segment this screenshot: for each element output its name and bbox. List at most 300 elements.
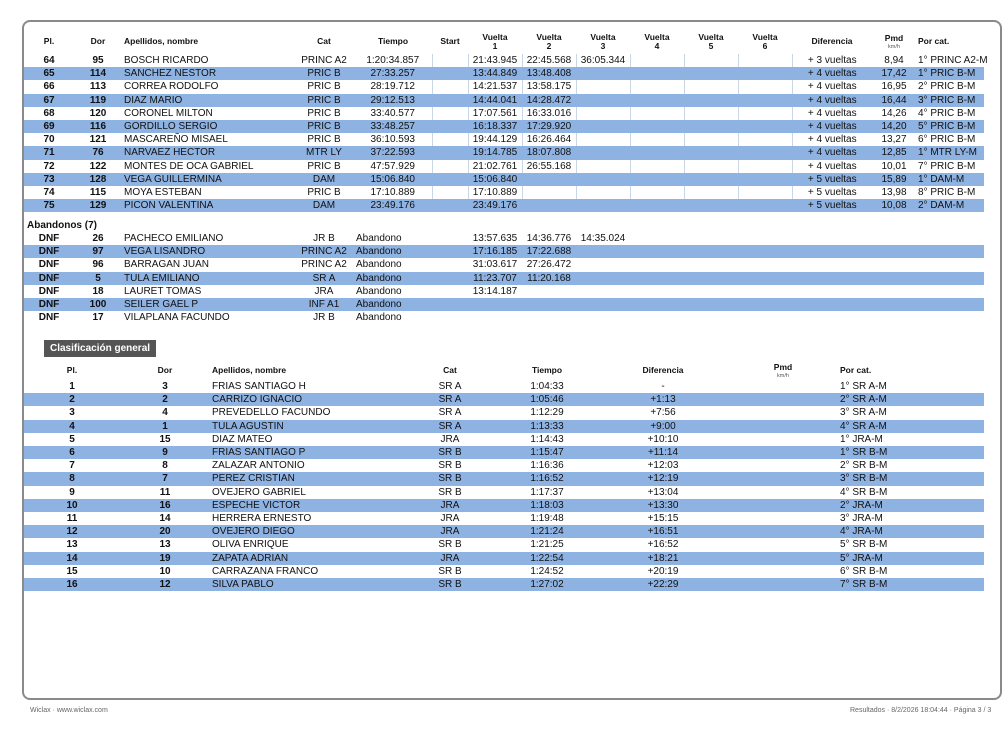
cell-vuelta-5 [684,160,738,173]
col-tiempo: Tiempo [377,36,409,47]
table-row [24,232,984,245]
cell-vuelta-3 [576,107,630,120]
cell-nombre: BOSCH RICARDO [124,55,209,66]
cell-nombre: ZALAZAR ANTONIO [212,460,305,472]
cell-vuelta-6 [738,146,792,159]
cell-pl: 3 [69,407,75,419]
general-classification-badge: Clasificación general [44,340,156,357]
cell-dor: 2 [120,393,210,406]
table-row [24,446,984,459]
cell-pmd: 15,89 [872,173,916,186]
cell-dor: 122 [89,160,107,172]
vuelta-number: 4 [654,41,660,51]
cell-vuelta-4 [630,120,684,133]
table-row [24,499,984,512]
cell-nombre: TULA AGUSTIN [210,420,404,433]
results-header-row [24,30,984,54]
cell-nombre: MOYA ESTEBAN [124,187,202,199]
col-vuelta-1 [468,30,522,54]
cell-start [432,146,468,159]
cell-diferencia: +20:19 [647,565,679,577]
cell-tiempo: 1:12:29 [530,407,564,419]
pmd-label: Pmd [884,33,904,44]
cell-porcat: 3° PRIC B-M [916,94,984,107]
cell-vuelta-2 [522,285,576,298]
col-vuelta-2 [522,30,576,54]
cell-nombre: CORREA RODOLFO [124,81,219,93]
cell-tiempo: Abandono [354,272,432,285]
col-tiempo: Tiempo [531,365,563,376]
cell-vuelta-2: 11:20.168 [522,272,576,285]
cell-cat: PRIC B [307,107,341,119]
cell-diferencia: +13:30 [598,499,728,512]
table-row [24,54,984,67]
cell-start [432,258,468,271]
cell-vuelta-1: 14:44.041 [468,94,522,107]
cell-dor: 4 [162,407,168,419]
cell-tiempo: 23:49.176 [354,199,432,212]
table-row [24,80,984,93]
cell-vuelta-1: 13:57.635 [472,233,518,244]
cell-pmd: 10,08 [872,199,916,212]
cell-pmd: 13,98 [881,187,907,199]
table-row [24,380,984,393]
cell-nombre: DIAZ MATEO [212,433,273,445]
cell-cat: JRA [404,499,496,512]
cell-pl: 64 [43,55,55,66]
cell-vuelta-1: 15:06.840 [468,173,522,186]
cell-cat: SR B [404,472,496,485]
cell-nombre: LAURET TOMAS [124,285,202,297]
cell-vuelta-5 [684,146,738,159]
cell-tiempo: Abandono [356,233,402,244]
cell-diferencia: + 4 vueltas [792,120,872,133]
cell-cat: SR A [294,272,354,285]
cell-start [432,245,468,258]
cell-tiempo: 1:27:02 [496,578,598,591]
cell-pl: 71 [24,146,74,159]
cell-pmd [728,565,838,578]
cell-dor: 129 [74,199,122,212]
cell-pmd [728,459,838,472]
cell-tiempo: Abandono [354,245,432,258]
cell-vuelta-2: 18:07.808 [522,146,576,159]
table-row [24,406,984,419]
cell-dor: 20 [120,525,210,538]
cell-diferencia: +1:13 [598,393,728,406]
cell-vuelta-4 [630,94,684,107]
cell-porcat: 4° JRA-M [838,525,984,538]
cell-tiempo: 36:10.593 [370,134,415,146]
cell-vuelta-4 [630,146,684,159]
cell-diferencia: +12:03 [647,460,679,472]
col-start: Start [440,36,460,47]
cell-nombre: VILAPLANA FACUNDO [124,312,230,324]
table-row [24,552,984,565]
cell-porcat: 1° PRINC A2-M [918,55,988,66]
pmd-unit: km/h [777,372,789,379]
cell-cat: PRIC B [307,160,341,172]
cell-cat: SR A [404,420,496,433]
table-row [24,67,984,80]
cell-porcat: 2° SR A-M [838,393,984,406]
cell-vuelta-1: 13:44.849 [468,67,522,80]
cell-vuelta-2: 14:28.472 [522,94,576,107]
cell-vuelta-2: 16:26.464 [522,133,576,146]
cell-vuelta-4 [630,80,684,93]
cell-vuelta-2: 16:33.016 [522,107,576,120]
cell-pmd: 17,42 [872,67,916,80]
cell-vuelta-4 [630,186,684,199]
col-vuelta-5 [684,30,738,54]
cell-vuelta-2 [522,173,576,186]
cell-cat: DAM [294,173,354,186]
cell-vuelta-3 [576,80,630,93]
cell-pl: 13 [66,539,78,551]
cell-dor: 5 [74,272,122,285]
cell-start [432,80,468,93]
col-dor: Dor [157,365,173,376]
cell-vuelta-5 [684,80,738,93]
cell-vuelta-6 [738,67,792,80]
cell-vuelta-4 [630,199,684,212]
cell-vuelta-3 [576,94,630,107]
cell-pl: 7 [69,460,75,472]
col-pmd [728,362,838,380]
cell-nombre: VEGA GUILLERMINA [122,173,294,186]
cell-pl: 15 [66,565,78,577]
cell-diferencia: + 4 vueltas [792,107,872,120]
cell-start [432,120,468,133]
cell-dor: 113 [89,81,107,93]
cell-pl: DNF [38,285,60,297]
cell-dor: 11 [159,486,171,498]
cell-tiempo: 1:16:36 [530,460,564,472]
cell-filler [630,245,984,258]
cell-cat: SR B [404,446,496,459]
cell-vuelta-5 [684,173,738,186]
cell-porcat: 2° SR B-M [840,460,888,472]
cell-dor: 116 [74,120,122,133]
cell-vuelta-5 [684,94,738,107]
table-row [24,94,984,107]
cell-cat: JR B [313,233,335,244]
footer-brand: Wiclax · www.wiclax.com [30,707,108,714]
cell-nombre: MONTES DE OCA GABRIEL [124,160,254,172]
cell-diferencia: +18:21 [598,552,728,565]
cell-pl: 16 [24,578,120,591]
cell-dor: 1 [120,420,210,433]
cell-vuelta-3 [576,298,630,311]
cell-vuelta-5 [684,133,738,146]
cell-tiempo: 1:18:03 [496,499,598,512]
cell-pmd: 10,01 [881,160,907,172]
footer-timestamp: Resultados · 8/2/2026 18:04:44 · Página 3 / 3 [850,707,992,714]
cell-pl: DNF [38,312,60,324]
cell-vuelta-3 [576,146,630,159]
cell-pmd [728,578,838,591]
cell-pl: DNF [24,298,74,311]
table-row [24,272,984,285]
cell-vuelta-4 [630,133,684,146]
cell-start [432,133,468,146]
cell-vuelta-2: 27:26.472 [526,259,572,271]
cell-vuelta-1: 21:02.761 [468,160,522,173]
general-table [24,362,984,591]
cell-vuelta-3 [576,173,630,186]
cell-pmd: 16,44 [872,94,916,107]
cell-porcat: 1° SR B-M [838,446,984,459]
cell-nombre: CARRAZANA FRANCO [212,565,319,577]
cell-pl: 4 [24,420,120,433]
cell-start [432,298,468,311]
cell-tiempo: Abandono [356,285,402,297]
cell-nombre: GORDILLO SERGIO [122,120,294,133]
vuelta-number: 5 [708,41,714,51]
cell-porcat: 1° JRA-M [840,433,883,445]
cell-vuelta-3: 36:05.344 [576,54,630,67]
cell-nombre: BARRAGAN JUAN [124,259,210,271]
cell-cat: SR A [404,393,496,406]
cell-vuelta-3 [576,199,630,212]
cell-nombre: NARVAEZ HECTOR [122,146,294,159]
cell-vuelta-1: 31:03.617 [472,259,518,271]
cell-vuelta-1: 19:44.129 [468,133,522,146]
cell-diferencia: +12:19 [598,472,728,485]
cell-vuelta-5 [684,186,738,199]
cell-vuelta-2: 13:48.408 [522,67,576,80]
cell-vuelta-1: 17:10.889 [468,186,522,199]
cell-diferencia: + 5 vueltas [792,186,872,199]
table-row [24,525,984,538]
col-nombre: Apellidos, nombre [212,365,287,376]
vuelta-word: Vuelta [644,31,670,42]
cell-vuelta-2: 13:58.175 [522,80,576,93]
cell-vuelta-6 [738,173,792,186]
cell-cat: PRIC B [307,134,341,146]
cell-tiempo: 1:14:43 [530,433,564,445]
table-row [24,512,984,525]
cell-vuelta-3 [576,272,630,285]
cell-vuelta-5 [684,107,738,120]
cell-vuelta-1 [468,298,522,311]
cell-diferencia: + 4 vueltas [792,80,872,93]
cell-pl: 10 [24,499,120,512]
cell-dor: 114 [74,67,122,80]
cell-start [432,94,468,107]
cell-vuelta-5 [684,54,738,67]
cell-diferencia: + 3 vueltas [792,54,872,67]
table-row [24,160,984,173]
cell-vuelta-2: 17:29.920 [522,120,576,133]
cell-diferencia: +22:29 [598,578,728,591]
cell-diferencia: +11:14 [598,446,728,459]
cell-porcat: 4° PRIC B-M [918,107,976,119]
cell-vuelta-1: 17:16.185 [468,245,522,258]
cell-diferencia: + 4 vueltas [792,160,872,173]
table-row [24,472,984,485]
cell-diferencia: +9:00 [598,420,728,433]
col-cat: Cat [443,365,457,376]
cell-tiempo: 1:04:33 [530,381,564,392]
cell-porcat: 1° PRIC B-M [916,67,984,80]
table-row [24,173,984,186]
cell-nombre: TULA EMILIANO [122,272,294,285]
col-diferencia: Diferencia [642,365,684,376]
col-vuelta-4 [630,30,684,54]
col-diferencia: Diferencia [811,36,853,47]
cell-pl: 2 [24,393,120,406]
cell-start [432,173,468,186]
cell-porcat: 4° SR B-M [840,486,888,498]
table-row [24,311,984,324]
cell-dor: 120 [89,107,107,119]
table-row [24,459,984,472]
table-row [24,285,984,298]
results-body [24,54,988,212]
table-row [24,133,984,146]
cell-vuelta-4 [630,67,684,80]
abandonos-table [24,232,984,324]
cell-nombre: ESPECHE VICTOR [210,499,404,512]
col-cat: Cat [317,36,331,47]
cell-nombre: VEGA LISANDRO [122,245,294,258]
cell-nombre: PEREZ CRISTIAN [210,472,404,485]
cell-cat: DAM [294,199,354,212]
cell-vuelta-1: 23:49.176 [468,199,522,212]
cell-diferencia: - [661,381,665,392]
cell-vuelta-5 [684,120,738,133]
cell-vuelta-6 [738,80,792,93]
cell-pmd [728,499,838,512]
cell-tiempo: 47:57.929 [370,160,415,172]
cell-nombre: PACHECO EMILIANO [124,233,224,244]
col-porcat: Por cat. [840,365,872,376]
table-row [24,538,984,551]
table-row [24,245,984,258]
cell-cat: SR A [438,407,462,419]
vuelta-number: 2 [546,41,552,51]
cell-vuelta-6 [738,160,792,173]
cell-dor: 9 [120,446,210,459]
results-table [24,30,988,212]
cell-filler [630,311,984,324]
cell-pmd: 14,26 [881,107,907,119]
cell-tiempo: 1:13:33 [496,420,598,433]
cell-start [432,160,468,173]
cell-porcat: 5° JRA-M [838,552,984,565]
cell-vuelta-1: 13:14.187 [472,285,518,297]
cell-pmd [728,552,838,565]
vuelta-word: Vuelta [482,31,508,42]
cell-vuelta-2: 17:22.688 [522,245,576,258]
cell-porcat: 7° SR B-M [838,578,984,591]
cell-filler [630,298,984,311]
cell-dor: 13 [159,539,171,551]
cell-dor: 128 [74,173,122,186]
cell-nombre: ZAPATA ADRIAN [210,552,404,565]
cell-start [432,311,468,324]
cell-cat: PRINC A2 [294,245,354,258]
cell-pmd: 13,27 [881,134,907,146]
col-vuelta-3 [576,30,630,54]
cell-pl: 68 [43,107,55,119]
cell-vuelta-3 [576,133,630,146]
cell-vuelta-1: 14:21.537 [468,80,522,93]
cell-tiempo: Abandono [356,312,402,324]
cell-tiempo: 1:20:34.857 [366,55,420,66]
cell-nombre: SEILER GAEL P [122,298,294,311]
cell-diferencia: +7:56 [650,407,676,419]
cell-dor: 100 [74,298,122,311]
cell-tiempo: 1:24:52 [530,565,564,577]
cell-cat: PRIC B [294,94,354,107]
cell-nombre: SILVA PABLO [210,578,404,591]
table-row [24,186,984,199]
cell-cat: JRA [404,552,496,565]
cell-vuelta-6 [738,120,792,133]
cell-vuelta-1 [468,311,522,324]
cell-porcat: 2° DAM-M [916,199,984,212]
cell-cat: MTR LY [294,146,354,159]
cell-vuelta-4 [630,107,684,120]
vuelta-word: Vuelta [536,31,562,42]
cell-dor: 95 [92,55,104,66]
cell-tiempo: 33:40.577 [370,107,415,119]
cell-vuelta-6 [738,107,792,120]
cell-pl: 65 [24,67,74,80]
cell-dor: 15 [159,433,171,445]
cell-tiempo: 37:22.593 [354,146,432,159]
vuelta-number: 6 [762,41,768,51]
cell-pmd [728,393,838,406]
cell-pl: DNF [38,259,60,271]
table-row [24,393,984,406]
col-pl: Pl. [43,36,55,47]
cell-tiempo: 15:06.840 [354,173,432,186]
cell-pl: 8 [24,472,120,485]
cell-diferencia: + 5 vueltas [792,199,872,212]
cell-vuelta-3: 14:35.024 [580,233,626,244]
cell-pl: 73 [24,173,74,186]
general-header-row [24,362,984,380]
cell-pmd [728,420,838,433]
cell-dor: 115 [89,187,107,199]
cell-diferencia: + 4 vueltas [792,133,872,146]
cell-pl: 6 [24,446,120,459]
cell-filler [630,285,984,298]
cell-cat: PRINC A2 [301,259,347,271]
cell-pl: DNF [24,245,74,258]
cell-diferencia: +10:10 [647,433,679,445]
cell-porcat: 1° MTR LY-M [916,146,984,159]
cell-vuelta-3 [576,120,630,133]
cell-vuelta-4 [630,173,684,186]
cell-start [432,199,468,212]
cell-pmd [728,538,838,551]
cell-dor: 3 [162,381,168,392]
cell-diferencia: +15:15 [647,513,679,525]
cell-vuelta-5 [684,199,738,212]
cell-tiempo: 17:10.889 [370,187,415,199]
cell-pl: 67 [24,94,74,107]
cell-cat: SR A [438,381,462,392]
cell-vuelta-5 [684,67,738,80]
cell-tiempo: 1:05:46 [496,393,598,406]
cell-vuelta-6 [738,54,792,67]
cell-pl: 70 [43,134,55,146]
table-row [24,120,984,133]
